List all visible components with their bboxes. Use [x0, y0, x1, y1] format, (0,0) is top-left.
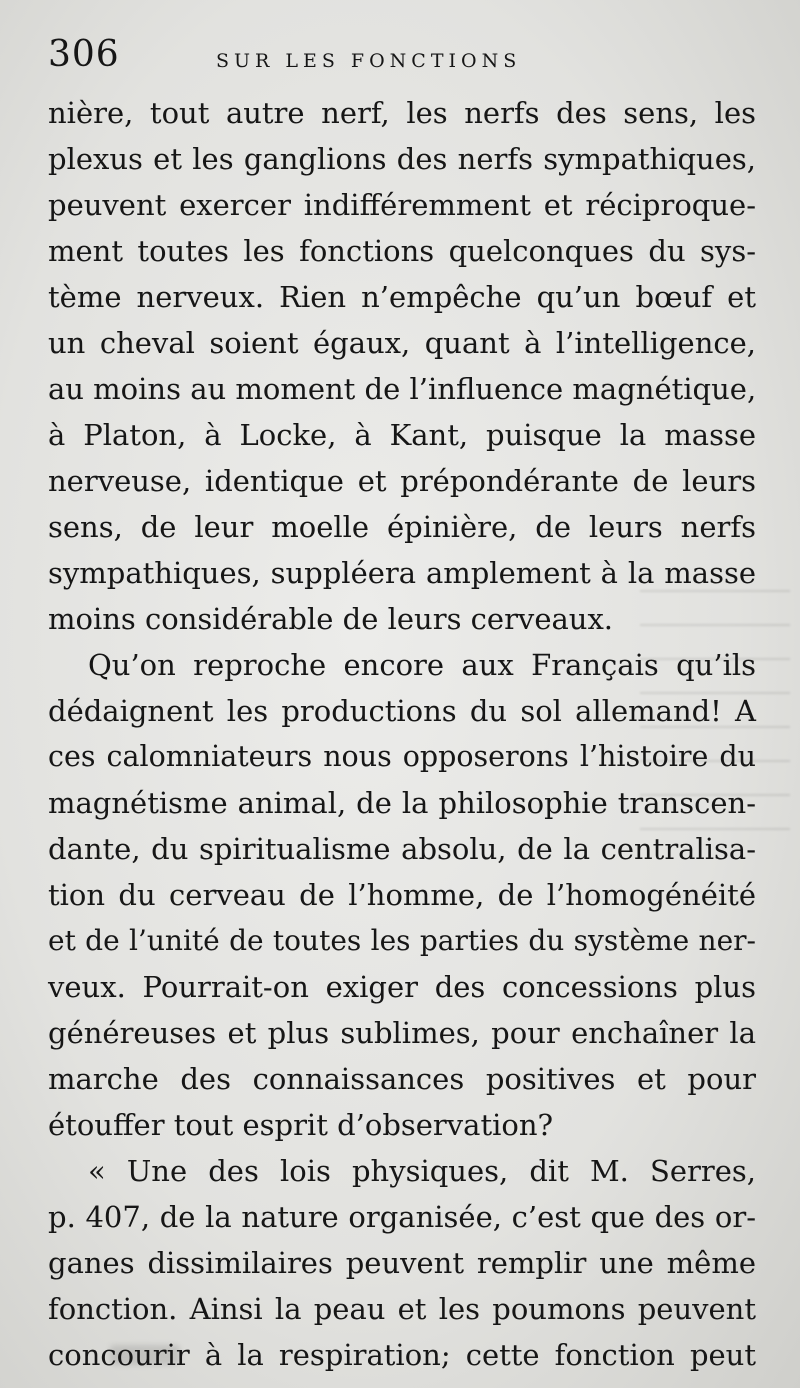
text-line: ces calomniateurs nous opposerons l’histoire du — [48, 740, 756, 773]
text-line: un cheval soient égaux, quant à l’intelligence, — [48, 326, 756, 360]
text-line: tion du cerveau de l’homme, de l’homogénéité — [48, 878, 756, 912]
running-head: SUR LES FONCTIONS — [216, 50, 522, 72]
paragraph-first-line: Qu’on reproche encore aux Français qu’ils — [88, 648, 756, 682]
text-line: tème nerveux. Rien n’empêche qu’un bœuf et — [48, 280, 756, 314]
text-line: marche des connaissances positives et pour — [48, 1062, 756, 1096]
text-line: et de l’unité de toutes les parties du système ner- — [48, 924, 756, 957]
text-line: veux. Pourrait-on exiger des concessions plus — [48, 970, 756, 1004]
text-line: généreuses et plus sublimes, pour enchaîner la — [48, 1016, 756, 1050]
text-line: magnétisme animal, de la philosophie transcen- — [48, 786, 756, 820]
text-line: ganes dissimilaires peuvent remplir une même — [48, 1246, 756, 1280]
text-line: au moins au moment de l’influence magnétique, — [48, 372, 757, 406]
page-header — [48, 34, 768, 84]
paragraph-last-line: moins considérable de leurs cerveaux. — [48, 602, 614, 636]
paragraph-last-line: étouffer tout esprit d’observation? — [48, 1108, 554, 1142]
text-line: plexus et les ganglions des nerfs sympathiques, — [48, 142, 756, 176]
text-line: nière, tout autre nerf, les nerfs des sens, les — [48, 96, 756, 130]
text-line: dante, du spiritualisme absolu, de la centralisa- — [48, 832, 756, 866]
text-line: ment toutes les fonctions quelconques du sys- — [48, 234, 756, 268]
page-number: 306 — [48, 34, 120, 75]
text-line: à Platon, à Locke, à Kant, puisque la masse — [48, 418, 756, 452]
text-line: peuvent exercer indifféremment et réciproque- — [48, 188, 756, 222]
text-line: sympathiques, suppléera amplement à la masse — [48, 556, 756, 590]
quotation-first-line: « Une des lois physiques, dit M. Serres, — [88, 1154, 756, 1188]
text-line: dédaignent les productions du sol allemand! A — [48, 694, 756, 728]
text-line: sens, de leur moelle épinière, de leurs nerfs — [48, 510, 756, 544]
text-line: fonction. Ainsi la peau et les poumons peuvent — [48, 1292, 756, 1326]
text-line: concourir à la respiration; cette fonction peut — [48, 1338, 756, 1372]
text-line: nerveuse, identique et prépondérante de leurs — [48, 464, 756, 498]
text-line: p. 407, de la nature organisée, c’est que des or- — [48, 1200, 756, 1234]
